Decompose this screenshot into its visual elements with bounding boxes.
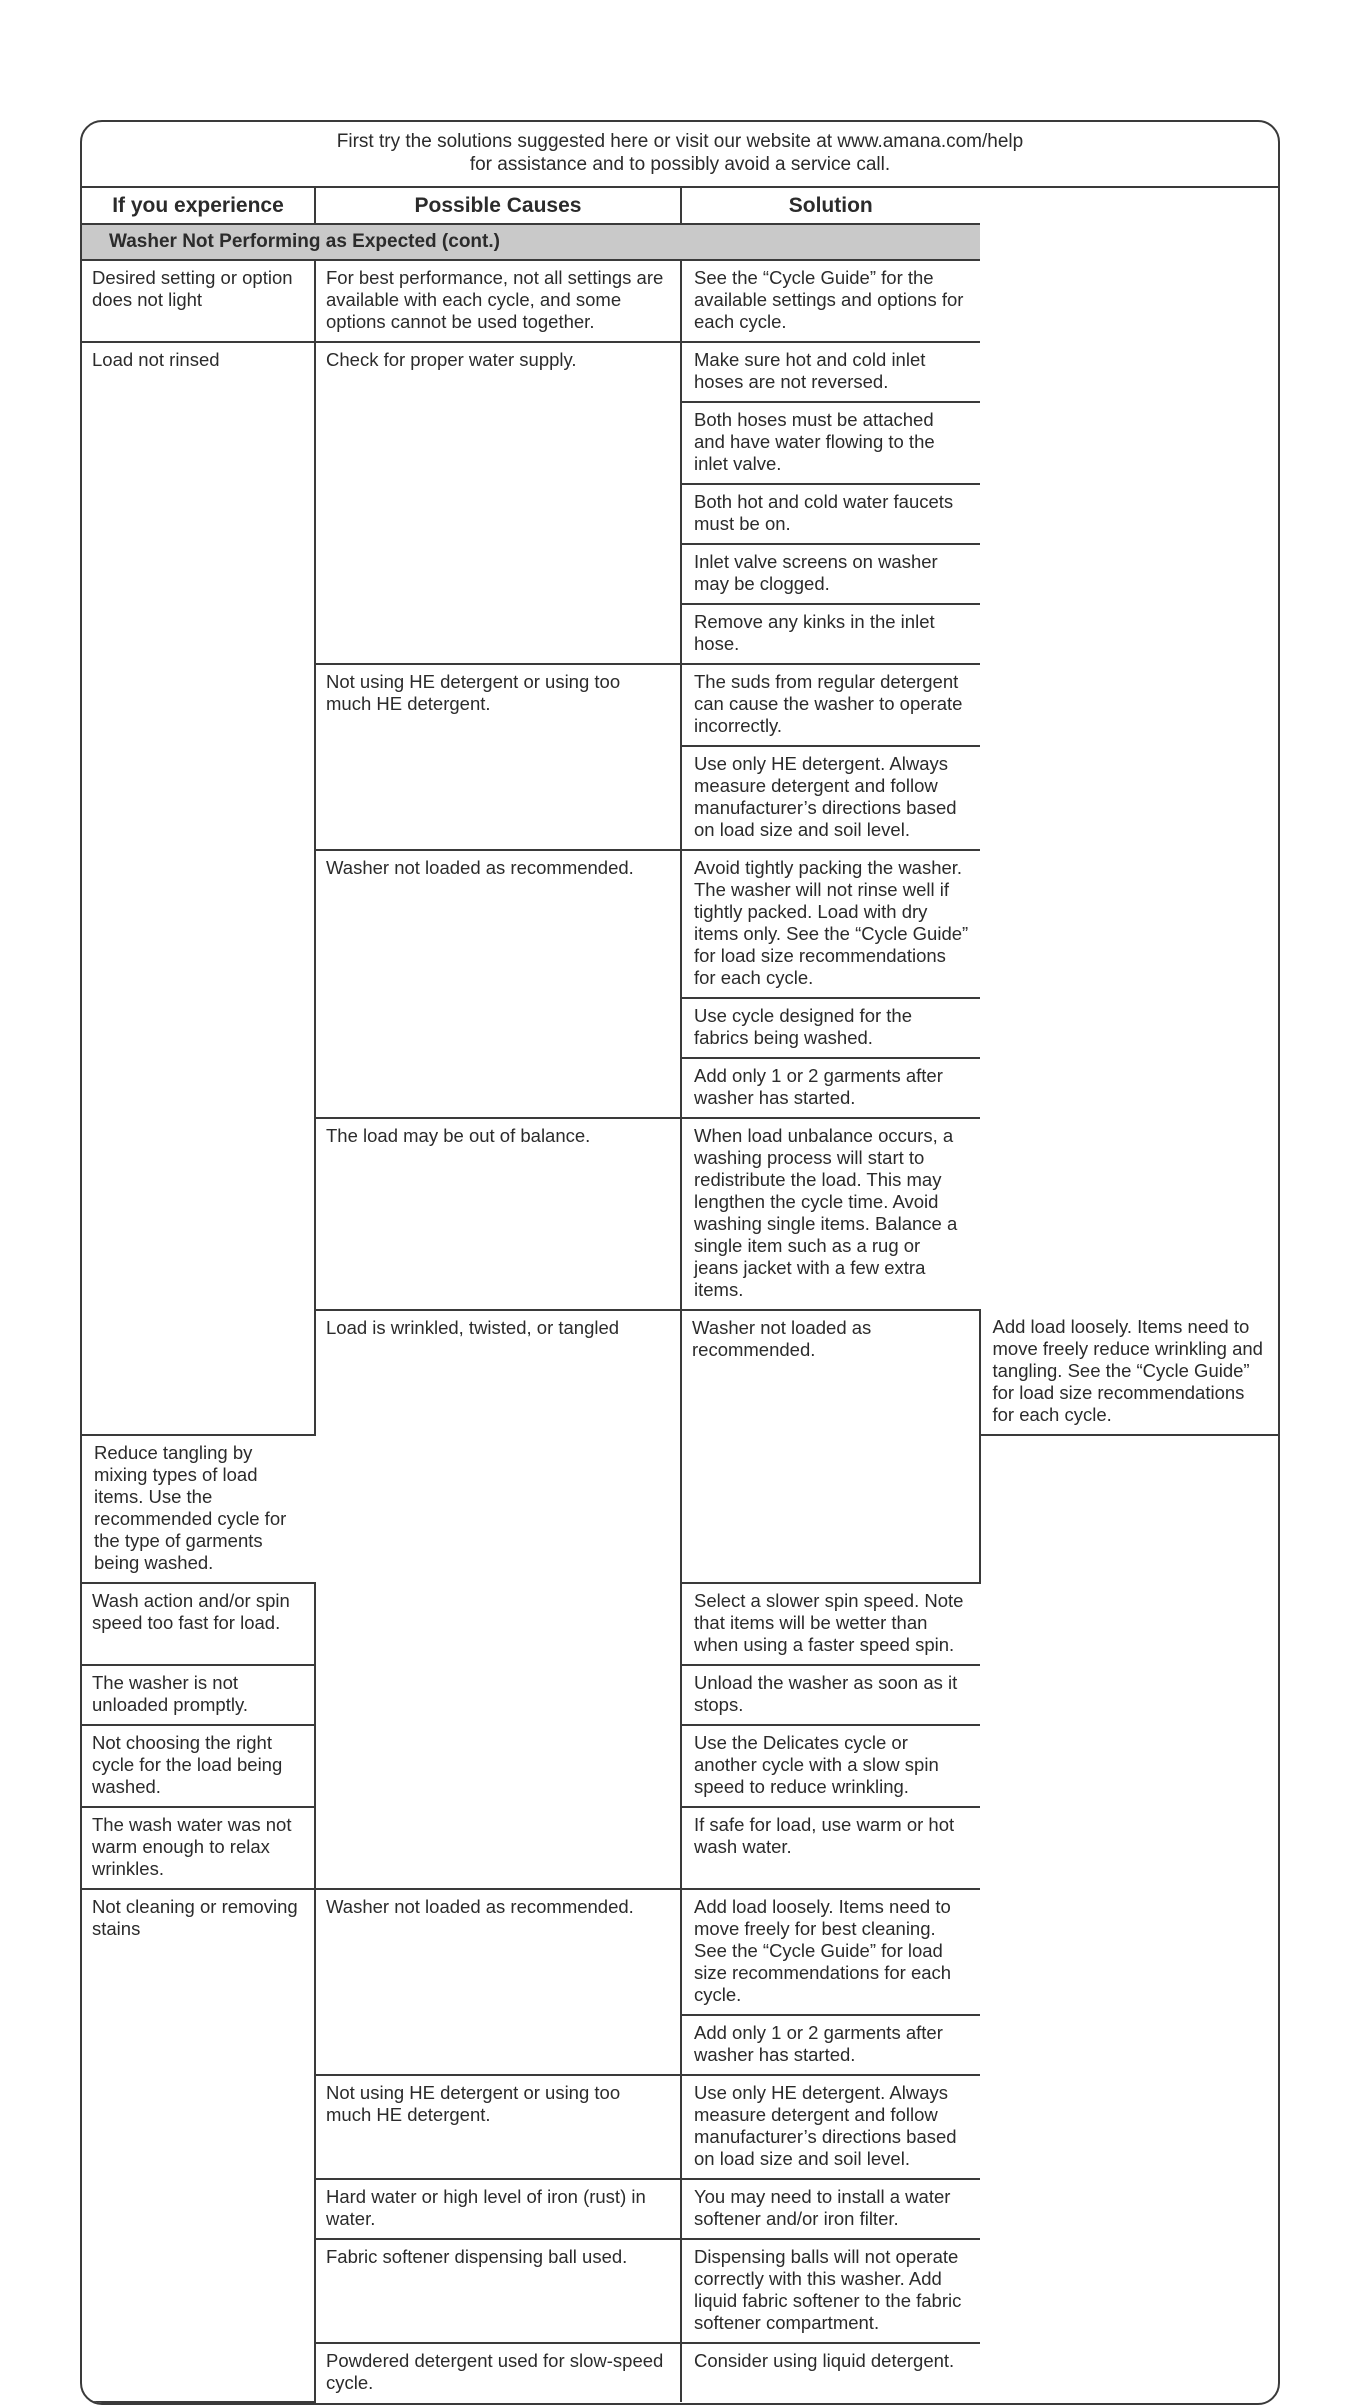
cause-cell: Not using HE detergent or using too much HE detergent.	[315, 2075, 681, 2179]
cause-cell: Not choosing the right cycle for the load being washed.	[82, 1725, 315, 1807]
header-experience: If you experience	[82, 188, 315, 224]
cause-cell: Fabric softener dispensing ball used.	[315, 2239, 681, 2343]
cause-cell: The washer is not unloaded promptly.	[82, 1665, 315, 1725]
header-solution: Solution	[681, 188, 980, 224]
solution-cell: Make sure hot and cold inlet hoses are not reversed.	[681, 342, 980, 402]
solution-cell: Use the Delicates cycle or another cycle with a slow spin speed to reduce wrinkling.	[681, 1725, 980, 1807]
solution-cell: See the “Cycle Guide” for the available settings and options for each cycle.	[681, 260, 980, 342]
solution-cell: Unload the washer as soon as it stops.	[681, 1665, 980, 1725]
cause-cell: The load may be out of balance.	[315, 1118, 681, 1310]
experience-cell: Not cleaning or removing stains	[82, 1889, 315, 2402]
cause-cell: For best performance, not all settings are available with each cycle, and some options cannot be used together.	[315, 260, 681, 342]
table-row	[82, 260, 1278, 342]
solution-cell: Both hoses must be attached and have water flowing to the inlet valve.	[681, 402, 980, 484]
section-title: Washer Not Performing as Expected (cont.)	[82, 224, 980, 260]
solution-cell: Consider using liquid detergent.	[694, 2350, 955, 2371]
solution-cell: Add only 1 or 2 garments after washer has started.	[681, 2015, 980, 2075]
solution-cell: Use only HE detergent. Always measure detergent and follow manufacturer’s directions based on load size and soil level.	[681, 2075, 980, 2179]
experience-cell: Load not rinsed	[82, 342, 315, 1435]
solution-cell: Select a slower spin speed. Note that items will be wetter than when using a faster speed spin.	[681, 1583, 980, 1665]
solution-cell: Add load loosely. Items need to move freely reduce wrinkling and tangling. See the “Cycle Guide” for load size recommendations for each cycle.	[980, 1310, 1279, 1435]
cause-cell: Not using HE detergent or using too much HE detergent.	[315, 664, 681, 850]
experience-cell: Load is wrinkled, twisted, or tangled	[315, 1310, 681, 1889]
solution-cell: Add load loosely. Items need to move freely for best cleaning. See the “Cycle Guide” for load size recommendations for each cycle.	[681, 1889, 980, 2015]
intro-line-1: First try the solutions suggested here or visit our website at www.amana.com/help	[336, 131, 1024, 152]
table-row	[82, 342, 1278, 402]
cause-cell: Check for proper water supply.	[315, 342, 681, 664]
solution-cell: You may need to install a water softener and/or iron filter.	[681, 2179, 980, 2239]
solution-cell: Remove any kinks in the inlet hose.	[681, 604, 980, 664]
experience-cell: Desired setting or option does not light	[82, 260, 315, 342]
solution-cell: Add only 1 or 2 garments after washer has started.	[681, 1058, 980, 1118]
cause-cell: Hard water or high level of iron (rust) in water.	[315, 2179, 681, 2239]
solution-cell: If safe for load, use warm or hot wash water.	[681, 1807, 980, 1889]
cause-cell: The wash water was not warm enough to relax wrinkles.	[82, 1807, 315, 1889]
intro-line-2: for assistance and to possibly avoid a service call.	[469, 154, 891, 175]
section-row	[82, 224, 1278, 260]
header-causes: Possible Causes	[315, 188, 681, 224]
solution-cell: Avoid tightly packing the washer. The washer will not rinse well if tightly packed. Load with dry items only. See the “Cycle Guide” for load size recommendations for each cycle.	[681, 850, 980, 998]
cause-cell: Washer not loaded as recommended.	[681, 1310, 980, 1583]
troubleshooting-table-frame	[80, 120, 1280, 2405]
cause-cell: Wash action and/or spin speed too fast for load.	[82, 1583, 315, 1665]
solution-cell: Use cycle designed for the fabrics being washed.	[681, 998, 980, 1058]
solution-cell: Reduce tangling by mixing types of load items. Use the recommended cycle for the type of garments being washed.	[82, 1435, 315, 1583]
table-row	[82, 1889, 1278, 2015]
solution-cell: The suds from regular detergent can cause the washer to operate incorrectly.	[681, 664, 980, 746]
troubleshooting-table	[82, 188, 1278, 2403]
cause-cell: Powdered detergent used for slow-speed cycle.	[315, 2343, 681, 2402]
header-row	[82, 188, 1278, 224]
solution-cell: Dispensing balls will not operate correctly with this washer. Add liquid fabric softener to the fabric softener compartment.	[681, 2239, 980, 2343]
cause-cell: Washer not loaded as recommended.	[315, 1889, 681, 2075]
intro-text	[82, 122, 1278, 188]
solution-cell: Use only HE detergent. Always measure detergent and follow manufacturer’s directions based on load size and soil level.	[681, 746, 980, 850]
solution-cell: Both hot and cold water faucets must be on.	[681, 484, 980, 544]
solution-cell: Inlet valve screens on washer may be clogged.	[681, 544, 980, 604]
solution-cell: When load unbalance occurs, a washing process will start to redistribute the load. This may lengthen the cycle time. Avoid washing single items. Balance a single item such as a rug or jeans jacket with a few extra items.	[681, 1118, 980, 1310]
cause-cell: Washer not loaded as recommended.	[315, 850, 681, 1118]
